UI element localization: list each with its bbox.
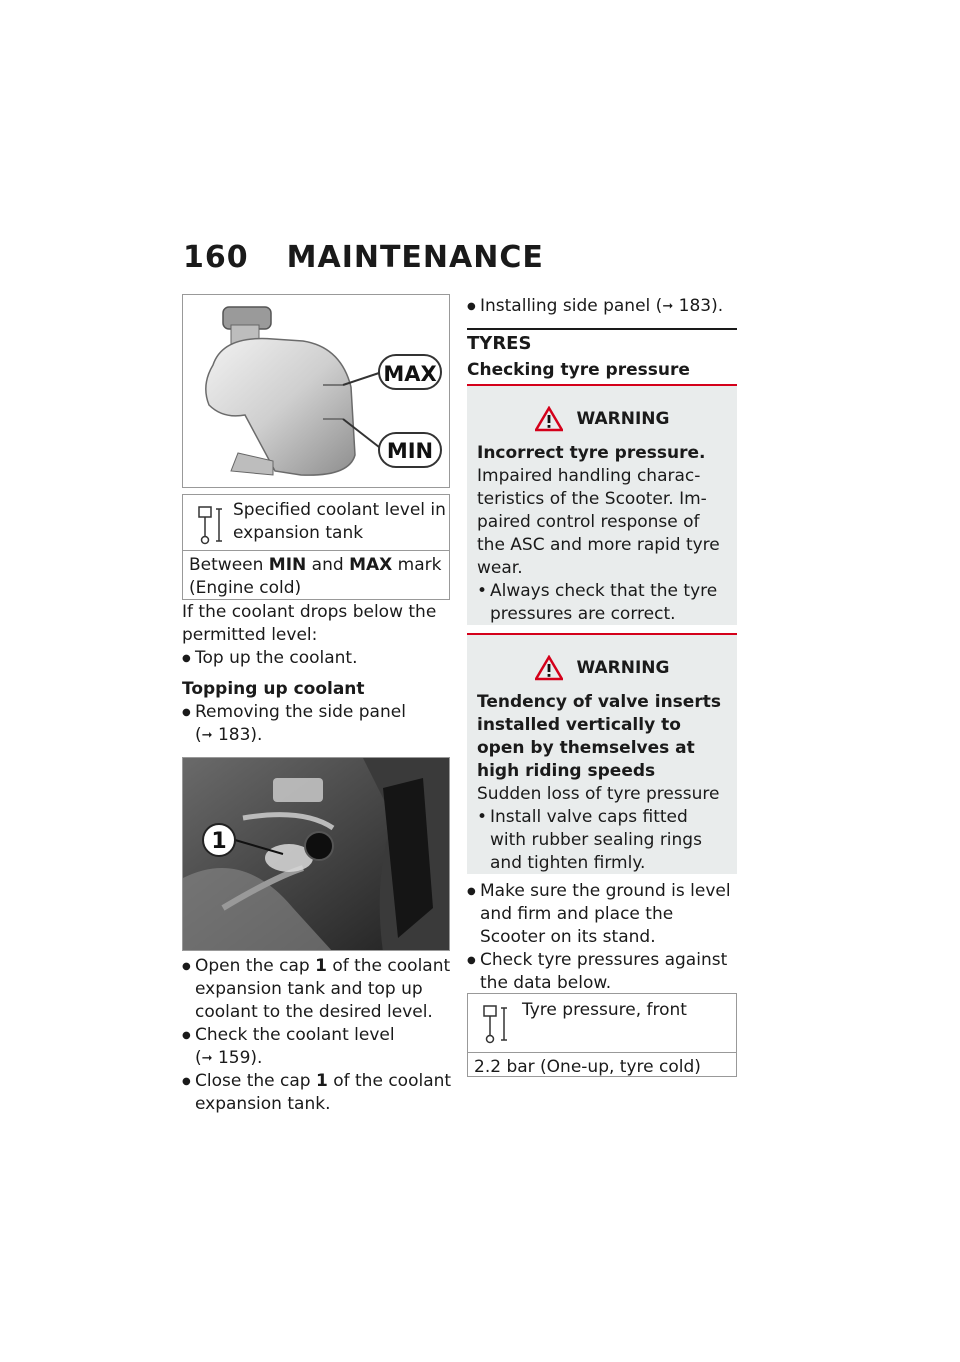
tyre-pressure-spec-box xyxy=(467,993,737,1077)
warning-title: WARNING xyxy=(576,658,670,678)
left-text-block-1 xyxy=(182,601,450,747)
expansion-tank-cap-figure xyxy=(182,757,450,951)
install-panel-page-ref[interactable]: 183). xyxy=(678,296,724,316)
min-label: MIN xyxy=(386,439,434,463)
reference-arrow-icon: ➞ xyxy=(201,1051,213,1066)
coolant-spec-value: Between MIN and MAX mark (Engine cold) xyxy=(189,555,442,598)
warning-heading: Tendency of valve inserts installed vertically to open by themselves at high riding speeds xyxy=(477,692,721,781)
reference-arrow-icon: ➞ xyxy=(662,299,674,314)
warning-box-valve-inserts xyxy=(467,633,737,874)
right-text-block-1 xyxy=(467,295,739,318)
callout-1: 1 xyxy=(211,829,227,854)
coolant-spec-label: Specified coolant level in expansion tank xyxy=(233,500,446,543)
warning-box-tyre-pressure xyxy=(467,384,737,625)
coolant-spec-box xyxy=(182,494,450,600)
tyres-section-title: TYRES xyxy=(467,333,532,354)
install-panel-step: ● Installing side panel (➞ 183). xyxy=(467,295,739,318)
coolant-tank-illustration xyxy=(183,295,450,488)
remove-panel-step: ● Removing the side panel (➞ 183). xyxy=(182,701,450,747)
warning-body: Impaired handling charac-teristics of the Scooter. Im-paired control response of the ASC and more rapid tyre wear. xyxy=(477,466,720,578)
remove-panel-page-ref[interactable]: 183). xyxy=(217,725,263,745)
warning-triangle-icon xyxy=(535,406,563,432)
warning-body: Sudden loss of tyre pressure xyxy=(477,784,720,804)
ground-step: ● Make sure the ground is level and firm and place the Scooter on its stand. xyxy=(467,880,739,949)
warning-action: • Install valve caps fitted with rubber sealing rings and tighten firmly. xyxy=(477,806,727,875)
max-label: MAX xyxy=(383,362,437,386)
tyre-pressure-spec-label: Tyre pressure, front xyxy=(522,1000,687,1020)
right-text-block-2 xyxy=(467,880,739,995)
section-divider xyxy=(467,328,737,330)
tyre-pressure-heading: Checking tyre pressure xyxy=(467,360,690,380)
tyre-pressure-spec-value: 2.2 bar (One-up, tyre cold) xyxy=(474,1057,701,1077)
left-text-block-2 xyxy=(182,955,452,1116)
check-level-page-ref[interactable]: 159). xyxy=(217,1048,263,1068)
specification-icon xyxy=(195,505,225,545)
page-header xyxy=(183,240,544,275)
warning-action: • Always check that the tyre pressures are correct. xyxy=(477,580,727,626)
warning-triangle-icon xyxy=(535,655,563,681)
topping-up-heading: Topping up coolant xyxy=(182,679,365,699)
page-title: MAINTENANCE xyxy=(286,240,544,275)
open-cap-step: ● Open the cap 1 of the coolant expansion tank and top up coolant to the desired level. xyxy=(182,955,452,1024)
reference-arrow-icon: ➞ xyxy=(201,728,213,743)
specification-icon xyxy=(480,1004,510,1044)
coolant-intro: If the coolant drops below the permitted level: xyxy=(182,602,437,645)
check-level-step: ● Check the coolant level (➞ 159). xyxy=(182,1024,452,1070)
close-cap-step: ● Close the cap 1 of the coolant expansion tank. xyxy=(182,1070,452,1116)
coolant-tank-figure xyxy=(182,294,450,488)
topup-step: ● Top up the coolant. xyxy=(182,647,450,670)
expansion-tank-cap-illustration xyxy=(183,758,450,951)
check-pressure-step: ● Check tyre pressures against the data below. xyxy=(467,949,739,995)
warning-heading: Incorrect tyre pressure. xyxy=(477,443,706,463)
warning-title: WARNING xyxy=(576,409,670,429)
page-number: 160 xyxy=(183,240,249,275)
